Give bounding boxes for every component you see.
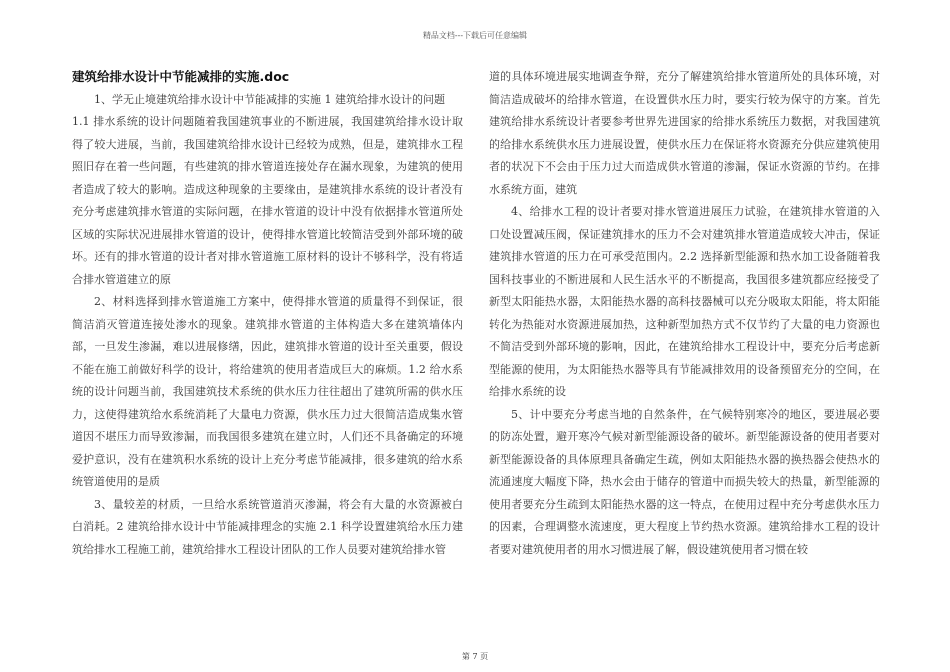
page-header: 精品文档---下载后可任意编辑 (422, 31, 528, 40)
right-column (489, 66, 880, 561)
paragraph: 3、量较差的材质，一旦给水系统管道消灭渗漏，将会有大量的水资源被白白消耗。2 建筑给排水设计中节能减排理念的实施 2.1 科学设置建筑给水压力建筑给排水工程施工前，建筑给排水工程设计团队的工作人员要对建筑给排水管 (72, 497, 463, 556)
paragraph: 5、计中要充分考虑当地的自然条件，在气候特别寒冷的地区，要进展必要的防冻处置，避开寒冷气候对新型能源设备的破坏。新型能源设备的使用者要对新型能源设备的具体原理具备确定生疏，例如太阳能热水器的换热器会使热水的流通速度大幅度下降，热水会由于储存的管道中而损失较大的热量，新型能源的使用者要充分生疏到太阳能热水器的这一特点，在使用过程中充分考虑供水压力的因素，合理调整水流速度，更大程度上节约热水资源。建筑给排水工程的设计者要对建筑使用者的用水习惯进展了解，假设建筑使用者习惯在较 (489, 407, 880, 556)
paragraph: 4、给排水工程的设计者要对排水管道进展压力试验，在建筑排水管道的入口处设置减压阀，保证建筑排水的压力不会对建筑排水管道造成较大冲击，保证建筑排水管道的压力在可承受范围内。2.2 选择新型能源和热水加工设备随着我国科技事业的不断进展和人民生活水平的不断提高，我国很多建筑都应经接受了新型太阳能热水器，太阳能热水器的高科技器械可以充分吸取太阳能，将太阳能转化为热能对水资源进展加热，这种新型加热方式不仅节约了大量的电力资源也不简洁受到外部环境的影响，因此，在建筑给排水工程设计中，要充分后考虑新型能源的使用，为太阳能热水器等具有节能减排效用的设备预留充分的空间，在给排水系统的设 (489, 205, 880, 398)
page-number: 第 7 页 (461, 652, 489, 661)
paragraph: 1.1 排水系统的设计问题随着我国建筑事业的不断进展，我国建筑给排水设计取得了较大进展，当前，我国建筑给排水设计已经较为成熟，但是，建筑排水工程照旧存在着一些问题，有些建筑的排水管道连接处存在漏水现象，为建筑的使用者造成了较大的影响。造成这种现象的主要缘由，是建筑排水系统的设计者没有充分考虑建筑排水管道的实际问题，在排水管道的设计中没有依据排水管道所处区域的实际状况进展排水管道的设计，使得排水管道比较简洁受到外部环境的破坏。还有的排水管道的设计者对排水管道施工原材料的设计不够科学，没有将适合排水管道建立的原 (72, 115, 463, 286)
document-title: 建筑给排水设计中节能减排的实施.doc (72, 69, 290, 84)
paragraph: 道的具体环境进展实地调查争辩，充分了解建筑给排水管道所处的具体环境，对简洁造成破坏的给排水管道，在设置供水压力时，要实行较为保守的方案。首先建筑给排水系统设计者要参考世界先进国家的给排水系统压力数据，对我国建筑的给排水系统供水压力进展设置，使供水压力在保证将水资源充分供应建筑使用者的状况下不会由于压力过大而造成供水管道的渗漏，保证水资源的节约。在排水系统方面，建筑 (489, 70, 880, 196)
paragraph: 1、学无止境建筑给排水设计中节能减排的实施 1 建筑给排水设计的问题 (94, 92, 445, 106)
left-column (72, 66, 463, 561)
paragraph: 2、材料选择到排水管道施工方案中，使得排水管道的质量得不到保证，很简洁消灭管道连接处渗水的现象。建筑排水管道的主体构造大多在建筑墙体内部，一旦发生渗漏，难以进展修缮，因此，建筑排水管道的设计至关重要，假设不能在施工前做好科学的设计，将给建筑的使用者造成巨大的麻烦。1.2 给水系统的设计问题当前，我国建筑技术系统的供水压力往往超出了建筑所需的供水压力，这使得建筑给水系统消耗了大量电力资源，供水压力过大很简洁造成集水管道因不堪压力而导致渗漏，而我国很多建筑在建立时，人们还不具备确定的环境爱护意识，没有在建筑积水系统的设计上充分考虑节能减排，很多建筑的给水系统管道使用的是质 (72, 295, 463, 488)
